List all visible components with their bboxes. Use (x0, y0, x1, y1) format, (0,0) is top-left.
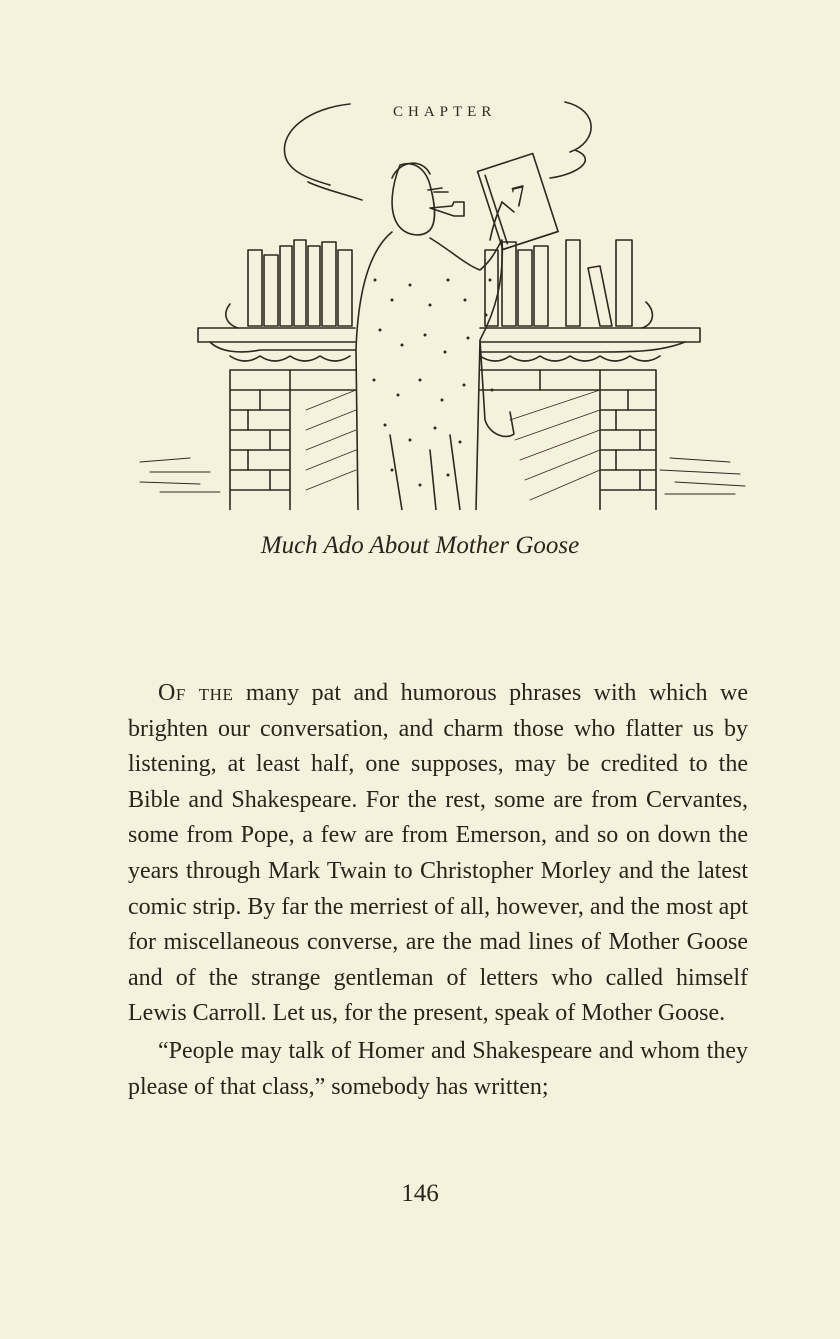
paragraph (128, 676, 748, 1032)
man-with-pipe-at-bookshelf-icon (130, 90, 760, 510)
chapter-label: CHAPTER (393, 104, 497, 120)
page-number: 146 (401, 1180, 439, 1207)
paragraph-text: many pat and humorous phrases with which we brighten our conversation, and charm those who flatter us by listening, at least half, one supposes, may be credited to the Bible and Shakespeare. For the rest, some are from Cervantes, some from Pope, a few are from Emerson, and so on down the years through Mark Twain to Christopher Morley and the latest comic strip. By far the merriest of all, however, and the most apt for miscellaneous converse, are the mad lines of Mother Goose and of the strange gentleman of letters who called himself Lewis Carroll. Let us, for the present, speak of Mother Goose. (128, 680, 748, 1027)
chapter-title: Much Ado About Mother Goose (260, 532, 580, 559)
paragraph-lead: Of the (158, 680, 234, 706)
chapter-illustration (130, 90, 760, 510)
body-text (128, 676, 748, 1105)
chapter-number: 7 (508, 178, 531, 215)
paragraph: “People may talk of Homer and Shakespeare and whom they please of that class,” somebody has written; (128, 1037, 748, 1100)
